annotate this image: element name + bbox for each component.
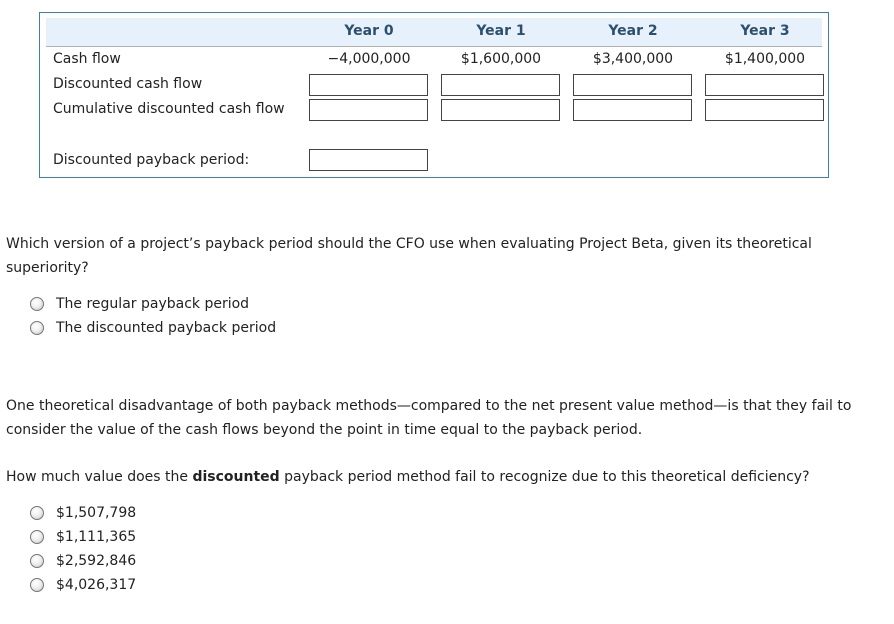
row-label-cash-flow: Cash flow — [53, 51, 121, 67]
radio-button-icon[interactable] — [30, 321, 44, 335]
question-1-text: Which version of a project’s payback period should the CFO use when evaluating Project Beta, given its theoretical superiority? — [6, 236, 812, 276]
cumulative-dcf-year-1-input[interactable] — [441, 99, 560, 121]
radio-button-icon[interactable] — [30, 506, 44, 520]
radio-button-icon[interactable] — [30, 554, 44, 568]
row-label-cumulative-discounted-cash-flow: Cumulative discounted cash flow — [53, 101, 285, 117]
cash-flow-year-3: $1,400,000 — [724, 51, 806, 67]
row-label-discounted-cash-flow: Discounted cash flow — [53, 76, 203, 92]
q1-option-label: The discounted payback period — [56, 320, 277, 336]
discounted-payback-period-input[interactable] — [309, 149, 428, 171]
statement-text: One theoretical disadvantage of both payback methods—compared to the net present value method—is that they fail to consider the value of the cash flows beyond the point in time equal to the payback period. — [6, 398, 852, 438]
cash-flow-year-2: $3,400,000 — [592, 51, 674, 67]
question-2-suffix: payback period method fail to recognize due to this theoretical deficiency? — [279, 469, 810, 485]
column-header-year-1: Year 1 — [476, 23, 526, 39]
discounted-cash-flow-year-3-input[interactable] — [705, 74, 824, 96]
q1-option-regular-payback[interactable] — [30, 296, 249, 312]
radio-button-icon[interactable] — [30, 578, 44, 592]
column-header-year-0: Year 0 — [344, 23, 394, 39]
cumulative-dcf-year-0-input[interactable] — [309, 99, 428, 121]
column-header-year-3: Year 3 — [740, 23, 790, 39]
cumulative-dcf-year-3-input[interactable] — [705, 99, 824, 121]
q2-option-4[interactable] — [30, 577, 136, 593]
q1-option-label: The regular payback period — [56, 296, 250, 312]
cash-flow-table-panel — [39, 12, 829, 178]
q2-option-3[interactable] — [30, 553, 136, 569]
cumulative-dcf-year-2-input[interactable] — [573, 99, 692, 121]
discounted-cash-flow-year-2-input[interactable] — [573, 74, 692, 96]
q1-option-discounted-payback[interactable] — [30, 320, 276, 336]
q2-option-label: $4,026,317 — [56, 577, 137, 593]
question-2-text — [6, 465, 881, 489]
discounted-cash-flow-year-1-input[interactable] — [441, 74, 560, 96]
cash-flow-year-0: −4,000,000 — [327, 51, 411, 67]
q2-option-1[interactable] — [30, 505, 136, 521]
cash-flow-year-1: $1,600,000 — [460, 51, 542, 67]
radio-button-icon[interactable] — [30, 530, 44, 544]
radio-button-icon[interactable] — [30, 297, 44, 311]
question-2-prefix: How much value does the — [6, 469, 193, 485]
q2-option-label: $1,507,798 — [56, 505, 137, 521]
q2-option-label: $1,111,365 — [56, 529, 137, 545]
question-2-emphasis: discounted — [192, 469, 280, 485]
payback-period-label: Discounted payback period: — [53, 152, 250, 168]
q2-option-label: $2,592,846 — [56, 553, 137, 569]
q2-option-2[interactable] — [30, 529, 136, 545]
column-header-year-2: Year 2 — [608, 23, 658, 39]
discounted-cash-flow-year-0-input[interactable] — [309, 74, 428, 96]
